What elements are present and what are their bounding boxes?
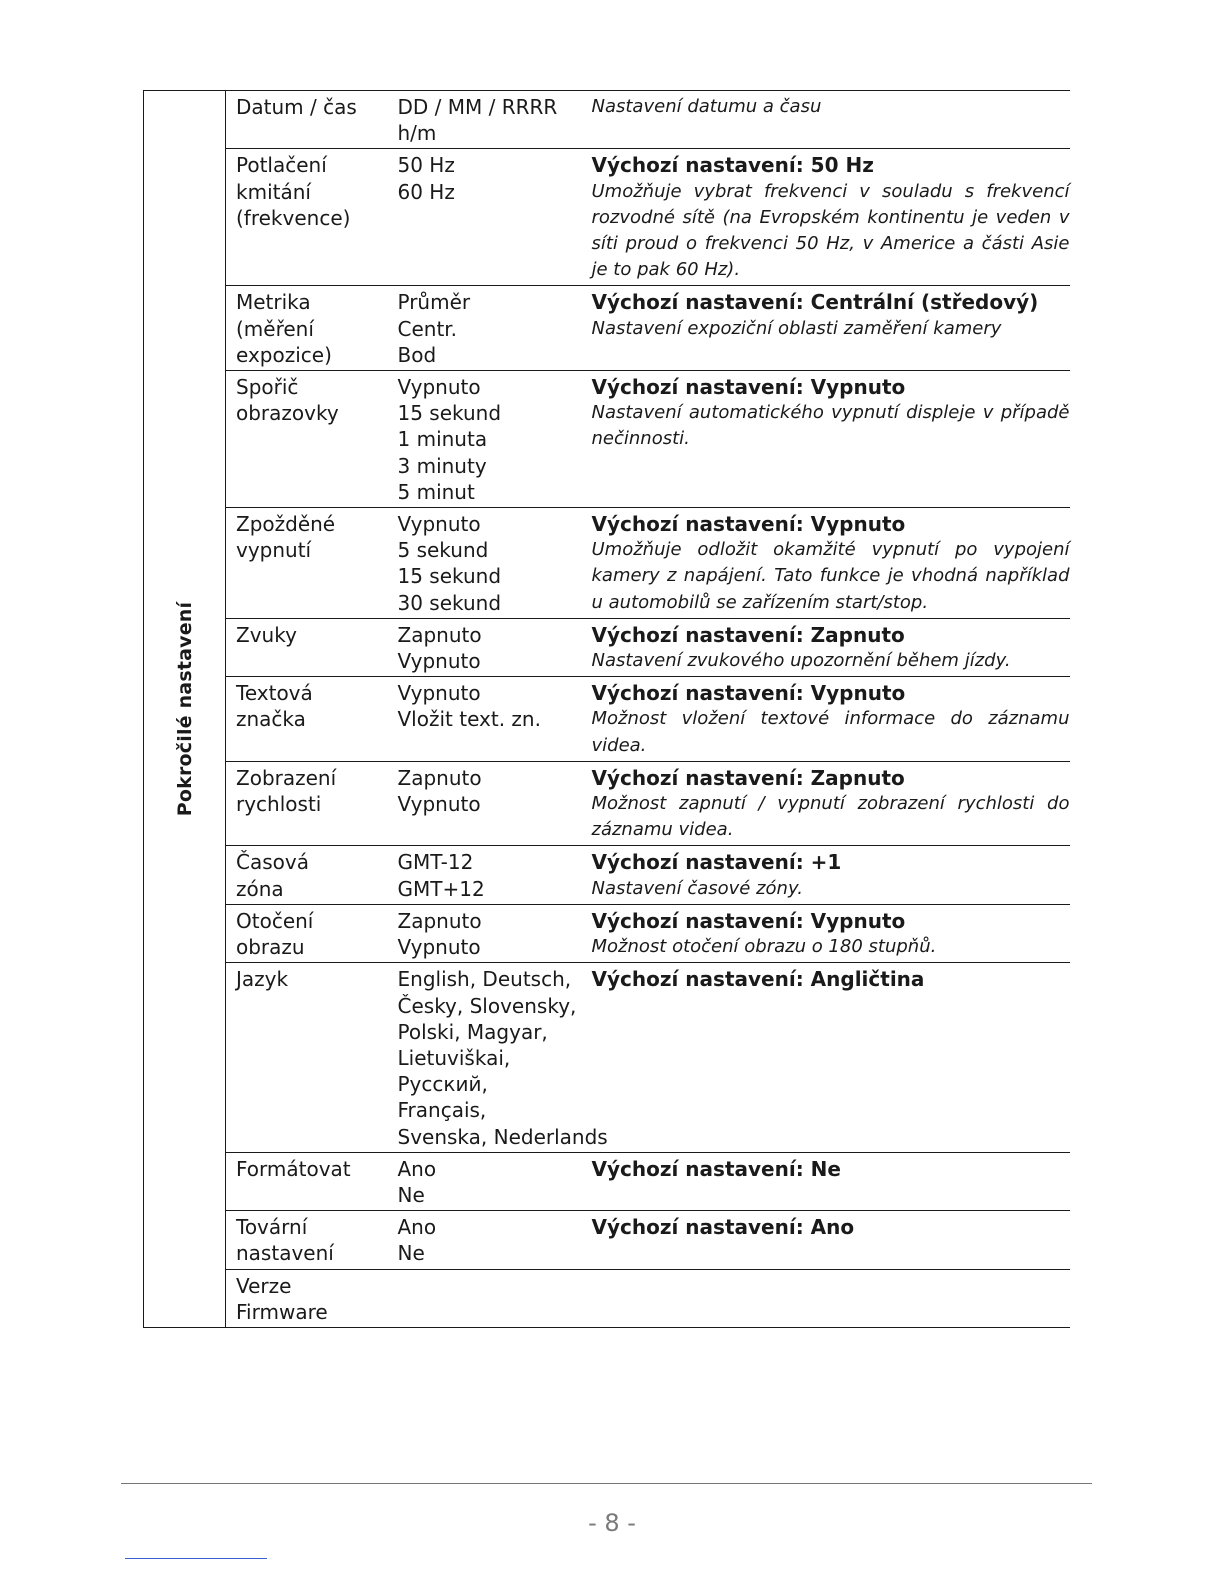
description-text: Nastavení časové zóny. [591,877,803,899]
section-title: Pokročilé nastavení [173,601,196,817]
setting-name [226,761,398,846]
option-value: Ano [397,1215,437,1240]
default-value: Výchozí nastavení: 50 Hz [591,153,874,178]
setting-name [226,1152,398,1210]
setting-options [398,677,592,762]
setting-name-line: Zvuky [236,622,297,647]
option-value: 5 sekund [397,538,489,563]
option-value: Vypnuto [397,681,481,706]
setting-description [592,761,1070,846]
option-value: Centr. [397,316,458,341]
default-value: Výchozí nastavení: Vypnuto [591,375,906,400]
setting-name-line: Tovární [236,1215,308,1240]
option-value: Ne [397,1241,425,1266]
option-value: Zapnuto [397,622,482,647]
settings-row [144,677,1070,762]
setting-description [592,371,1070,508]
option-value: 3 minuty [397,453,487,478]
default-value: Výchozí nastavení: Ano [591,1215,855,1240]
option-value: Français, [397,1098,487,1123]
setting-description [592,1269,1070,1327]
settings-row [144,508,1070,619]
option-value: Průměr [397,290,471,315]
default-value: Výchozí nastavení: Zapnuto [591,765,905,790]
setting-name-line: Textová [236,681,313,706]
description-text: Nastavení expoziční oblasti zaměření kamery [591,317,1002,339]
option-value: Česky, Slovensky, [397,993,577,1018]
setting-options [398,286,592,371]
option-value: Zapnuto [397,908,482,933]
settings-row [144,846,1070,904]
setting-options [398,618,592,676]
option-value: Bod [397,342,437,367]
settings-row [144,618,1070,676]
setting-name-line: Otočení [236,908,314,933]
setting-description [592,1152,1070,1210]
setting-options [398,371,592,508]
settings-row [144,1152,1070,1210]
option-value: Vypnuto [397,935,481,960]
option-value: 50 Hz [397,153,455,178]
setting-name [226,91,398,149]
option-value: Zapnuto [397,765,482,790]
settings-table [143,90,1070,1328]
default-value: Výchozí nastavení: Zapnuto [591,622,905,647]
setting-options [398,846,592,904]
setting-name [226,677,398,762]
setting-options [397,963,608,1152]
setting-description [592,618,1070,676]
setting-name-line: zóna [236,876,284,901]
setting-name-line: Firmware [236,1299,328,1324]
default-value: Výchozí nastavení: Vypnuto [591,908,906,933]
setting-name [226,1211,398,1269]
setting-name-line: Časová [236,850,309,875]
setting-description [592,1211,1070,1269]
setting-name-line: Verze [236,1273,292,1298]
setting-name [226,149,398,286]
default-value: Výchozí nastavení: Centrální (středový) [591,290,1039,315]
setting-name [226,963,398,1152]
setting-name-line: Formátovat [236,1156,351,1181]
setting-name [226,904,398,962]
setting-options [398,1211,592,1269]
option-value: GMT+12 [397,876,485,901]
setting-name [226,1269,398,1327]
option-value: Vypnuto [397,649,481,674]
setting-description [592,677,1070,762]
setting-name-line: rychlosti [236,792,322,817]
setting-name [226,618,398,676]
option-value: DD / MM / RRRR [397,95,558,119]
setting-name-line: nastavení [236,1241,334,1266]
settings-row [144,761,1070,846]
section-cell [144,91,226,1328]
setting-name [226,371,398,508]
option-value: Polski, Magyar, [397,1019,548,1044]
setting-options [398,761,592,846]
setting-name-line: obrazovky [236,401,339,426]
setting-name-line: Jazyk [236,967,289,992]
default-value: Výchozí nastavení: Ne [591,1156,841,1181]
setting-name-line: expozice) [236,342,332,367]
setting-options [398,149,592,286]
default-value: Výchozí nastavení: Vypnuto [591,681,906,706]
setting-name-line: Datum / čas [236,95,357,119]
option-value: Vypnuto [397,792,481,817]
description-text: Umožňuje odložit okamžité vypnutí po vypojení kamery z napájení. Tato funkce je vhodná například u automobilů se zařízením start/stop. [591,539,1070,613]
page-number: - 8 - [588,1509,636,1537]
option-value: English, Deutsch, [397,967,572,992]
setting-description [592,904,1070,962]
default-value: Výchozí nastavení: Vypnuto [591,512,906,537]
settings-row [144,91,1070,149]
footer-divider [121,1483,1092,1484]
settings-row [144,371,1070,508]
option-value: Ano [397,1156,437,1181]
setting-name-line: Zobrazení [236,765,337,790]
setting-description [592,149,1070,286]
setting-options [398,904,592,962]
description-text: Nastavení datumu a času [591,96,822,117]
option-value: Vypnuto [397,512,481,537]
option-value: 60 Hz [397,179,455,204]
option-value: Vypnuto [397,375,481,400]
option-value: 30 sekund [397,590,502,615]
option-value: GMT-12 [397,850,474,875]
option-value: Русский, [397,1072,488,1097]
option-value: 15 sekund [397,564,502,589]
setting-description [592,963,1070,1152]
setting-description [592,508,1070,619]
settings-row [144,286,1070,371]
option-value: 1 minuta [397,427,488,452]
setting-options [398,1269,592,1327]
settings-row [144,1269,1070,1327]
setting-name-line: značka [236,707,306,732]
option-value: h/m [397,121,437,146]
settings-row [144,963,1070,1152]
setting-options [398,508,592,619]
option-value: 5 minut [397,479,475,504]
description-text: Umožňuje vybrat frekvenci v souladu s frekvencí rozvodné sítě (na Evropském kontinentu je veden v síti proud o frekvenci 50 Hz, v Americe a části Asie je to pak 60 Hz). [591,180,1070,281]
setting-name-line: (měření [236,316,314,341]
setting-name-line: Metrika [236,290,311,315]
setting-name-line: Spořič [236,375,299,400]
setting-name-line: Zpožděné [236,512,336,537]
setting-description [592,91,1070,149]
option-value: Vložit text. zn. [397,707,541,732]
setting-options [398,1152,592,1210]
setting-name [226,846,398,904]
option-value: Lietuviškai, [397,1045,511,1070]
setting-name-line: Potlačení [236,153,327,178]
description-text: Nastavení automatického vypnutí displeje v případě nečinnosti. [591,402,1070,450]
footnote-link-underline [125,1558,267,1559]
description-text: Možnost otočení obrazu o 180 stupňů. [591,936,937,958]
setting-description [592,846,1070,904]
setting-name-line: vypnutí [236,538,312,563]
default-value: Výchozí nastavení: +1 [591,850,842,875]
description-text: Nastavení zvukového upozornění během jízdy. [591,650,1011,672]
settings-row [144,149,1070,286]
setting-description [592,286,1070,371]
default-value: Výchozí nastavení: Angličtina [591,967,925,992]
setting-options [398,91,592,149]
option-value: 15 sekund [397,401,502,426]
description-text: Možnost vložení textové informace do záznamu videa. [591,708,1070,756]
setting-name [226,286,398,371]
option-value: Svenska, Nederlands [397,1124,608,1149]
setting-name-line: obrazu [236,935,305,960]
description-text: Možnost zapnutí / vypnutí zobrazení rychlosti do záznamu videa. [591,793,1070,841]
option-value: Ne [397,1182,425,1207]
setting-name-line: kmitání [236,179,311,204]
settings-row [144,1211,1070,1269]
setting-name [226,508,398,619]
settings-row [144,904,1070,962]
setting-name-line: (frekvence) [236,205,351,230]
